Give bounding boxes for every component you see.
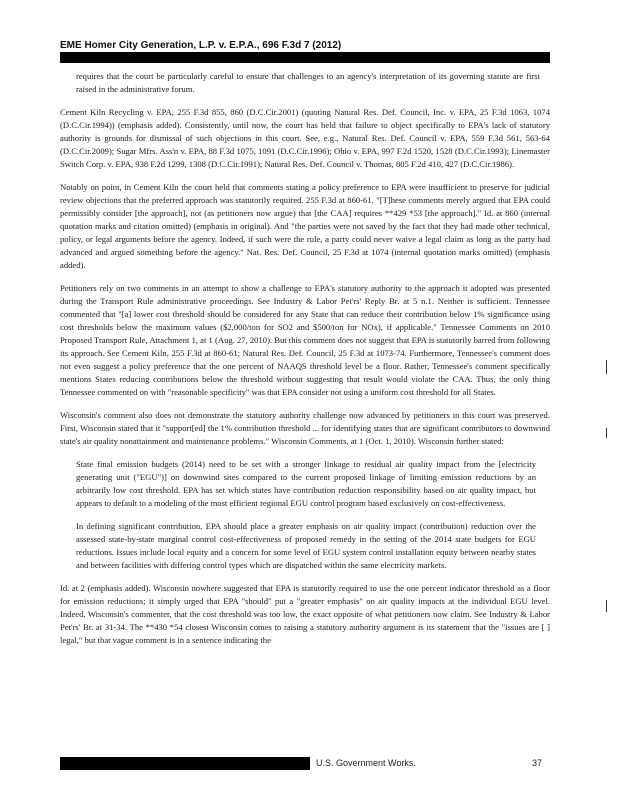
redaction-bar-footer	[60, 757, 310, 770]
body-paragraph-cement-kiln: Notably on point, in Cement Kiln the court held that comments stating a policy preference to EPA were insufficient to preserve for judicial review objections that the preferred approach was statutorily required. 255 F.3d at 860-61. "[T]hese comments merely argued that EPA could permissibly consider [the approach], not (as petitioners now argue) that [the CAA] requires **429 *53 [the approach]." Id. at 860 (internal quotation marks and citation omitted) (emphasis in original). And "the parties were not saved by the fact that they had made other technical, policy, or legal arguments before the agency. Indeed, if such were the rule, a party could never waive a legal claim as long as the party had advanced and argued something before the agency." Nat. Res. Def. Council, 25 F.3d at 1074 (internal quotation marks omitted) (emphasis added).	[60, 182, 550, 270]
margin-mark-1	[606, 360, 607, 374]
block-quote-emission-budgets: State final emission budgets (2014) need to be set with a stronger linkage to residual air quality impact from the [electricity generating unit ("EGU")] on downwind sites compared to the current proposed linkage of limiting emission reductions by an arbitrarily low cost threshold. EPA has set which states have contribution reduction responsibility based on air quality impact, but appears to default to a modeling of the most efficient regional EGU control program based exclusively on cost-effectiveness.	[76, 459, 536, 508]
document-header-title: EME Homer City Generation, L.P. v. E.P.A., 696 F.3d 7 (2012)	[60, 40, 342, 51]
citation-paragraph: Cement Kiln Recycling v. EPA, 255 F.3d 855, 860 (D.C.Cir.2001) (quoting Natural Res. Def. Council, Inc. v. EPA, 25 F.3d 1063, 1074 (D.C.Cir.1994)) (emphasis added). Consistently, until now, the court has held that failure to object specifically to EPA's lack of statutory authority is grounds for dismissal of such objections in this court. See, e.g., Natural Res. Def. Council v. EPA, 559 F.3d 561, 563-64 (D.C.Cir.2009); Sugar Mfrs. Ass'n v. EPA, 88 F.3d 1075, 1091 (D.C.Cir.1996); Ohio v. EPA, 997 F.2d 1520, 1528 (D.C.Cir.1993); Linemaster Switch Corp. v. EPA, 938 F.2d 1299, 1308 (D.C.Cir.1991); Natural Res. Def. Council v. Thomas, 805 F.2d 410, 427 (D.C.Cir.1986).	[60, 107, 550, 169]
page-number: 37	[532, 758, 543, 768]
body-paragraph-conclusion: Id. at 2 (emphasis added). Wisconsin nowhere suggested that EPA is statutorily required to use the one percent indicator threshold as a floor for emission reductions; it simply urged that EPA "should" put a "greater emphasis" on air quality impacts at the individual EGU level. Indeed, Wisconsin's commenter, that the cost threshold was too low, the exact opposite of what petitioners now claim. See Industry & Labor Pet'rs' Br. at 31-34. The **430 *54 closest Wisconsin comes to raising a statutory authority argument is its statement that the "issues are [ ] legal," but that vague comment is in a sentence indicating the	[60, 583, 550, 645]
redaction-bar-top	[60, 52, 550, 63]
body-paragraph-tennessee: Petitioners rely on two comments in an attempt to show a challenge to EPA's statutory authority to the approach it adopted was presented during the Transport Rule administrative proceedings. See Industry & Labor Pet'rs' Reply Br. at 5 n.1. Neither is sufficient. Tennessee commented that "[a] lower cost threshold should be considered for any State that can reduce their contribution below 1% significance using cost thresholds below the maximum values ($2,000/ton for SO2 and $500/ton for NOx), if applicable." Tennessee Comments on 2010 Proposed Transport Rule, Attachment 1, at 1 (Aug. 27, 2010). But this comment does not suggest that EPA is statutorily barred from following its approach. See Cement Kiln, 255 F.3d at 860-61; Natural Res. Def. Council, 25 F.3d at 1073-74. Furthermore, Tennessee's comment does not even suggest a policy preference that the one percent of NAAQS threshold level be a floor. Rather, Tennessee's comment specifically mentions States reducing contributions below the threshold without suggesting that result would violate the CAA. Thus, the only thing Tennessee commented on with "reasonable specificity" was that EPA consider not using a uniform cost threshold for all States.	[60, 283, 550, 397]
quote-continuation: requires that the court be particularly careful to ensure that challenges to an agency's interpretation of its governing statute are first raised in the administrative forum.	[76, 71, 540, 94]
margin-mark-2	[606, 428, 607, 438]
body-paragraph-wisconsin: Wisconsin's comment also does not demonstrate the statutory authority challenge now advanced by petitioners in this court was preserved. First, Wisconsin stated that it "support[ed] the 1% contribution threshold ... for identifying states that are significant contributors to downwind state's air quality nonattainment and maintenance problems." Wisconsin Comments, at 1 (Oct. 1, 2010). Wisconsin further stated:	[60, 410, 550, 446]
footer-source: U.S. Government Works.	[316, 758, 416, 768]
block-quote-significant-contribution: In defining significant contribution, EPA should place a greater emphasis on air quality impact (contribution) reduction over the assessed state-by-state marginal control cost-effectiveness of proposed remedy in the setting of the 2014 state budgets for EGU reductions. Issues include local equity and a concern for some level of EGU system control installation equity between nearby states and between facilities with differing control types which are dispatched within the same electricity markets.	[76, 521, 536, 570]
margin-mark-3	[606, 600, 607, 612]
document-body	[60, 70, 550, 657]
